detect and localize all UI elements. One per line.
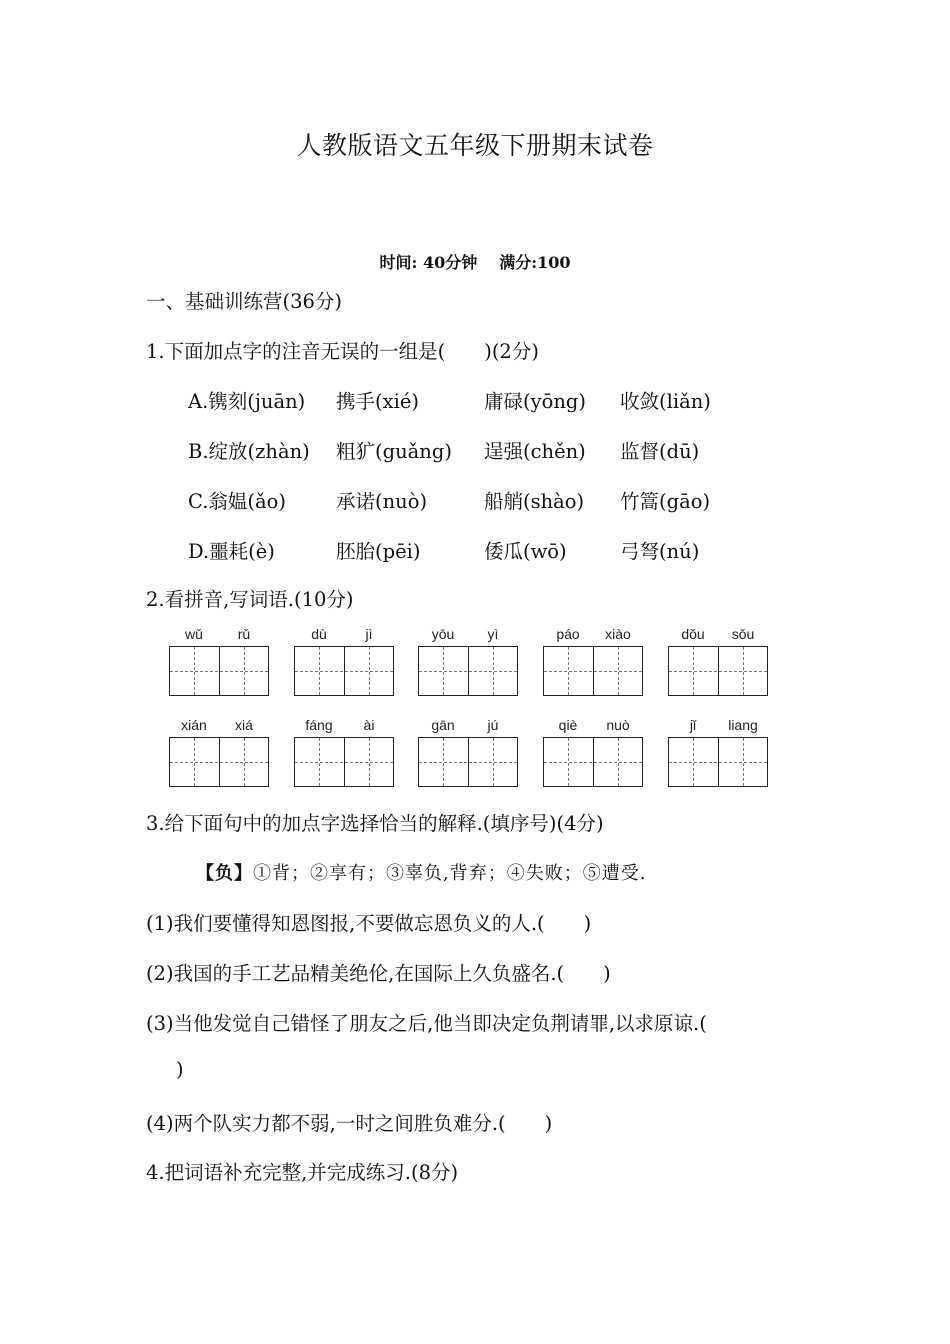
pinyin-label xyxy=(668,717,768,737)
q1-option-0-0: A.镌刻(juān) xyxy=(188,390,306,413)
pinyin-syllable: yì xyxy=(487,626,499,642)
writing-box[interactable] xyxy=(668,737,768,787)
pinyin-syllable: jú xyxy=(487,717,499,733)
q3-item-3-close: ) xyxy=(176,1058,184,1081)
pinyin-syllable: xián xyxy=(181,717,207,733)
q1-option-2-1: 承诺(nuò) xyxy=(336,490,428,513)
question-3-stem: 3.给下面句中的加点字选择恰当的解释.(填序号)(4分) xyxy=(146,812,604,835)
definition-line xyxy=(196,859,646,885)
question-4-stem: 4.把词语补充完整,并完成练习.(8分) xyxy=(146,1161,459,1184)
pinyin-label xyxy=(418,717,518,737)
q1-option-3-2: 倭瓜(wō) xyxy=(484,540,567,563)
writing-box[interactable] xyxy=(169,737,269,787)
writing-box[interactable] xyxy=(294,737,394,787)
pinyin-label xyxy=(169,626,269,646)
q1-option-0-1: 携手(xié) xyxy=(336,390,419,413)
pinyin-syllable: nuò xyxy=(606,717,630,733)
q1-option-1-0: B.绽放(zhàn) xyxy=(188,440,310,463)
q1-option-2-2: 船艄(shào) xyxy=(484,490,585,513)
q3-item-1: (1)我们要懂得知恩图报,不要做忘恩负义的人.( ) xyxy=(146,912,592,935)
question-2-stem: 2.看拼音,写词语.(10分) xyxy=(146,588,354,611)
pinyin-label xyxy=(543,717,643,737)
pinyin-syllable: liang xyxy=(728,717,758,733)
pinyin-syllable: jǐ xyxy=(689,717,697,733)
pinyin-label xyxy=(294,626,394,646)
pinyin-syllable: xiào xyxy=(605,626,631,642)
pinyin-syllable: xiá xyxy=(235,717,253,733)
pinyin-syllable: gān xyxy=(431,717,455,733)
q1-option-1-1: 粗犷(guǎng) xyxy=(336,440,452,463)
question-1-stem: 1.下面加点字的注音无误的一组是( )(2分) xyxy=(146,340,539,363)
writing-box[interactable] xyxy=(169,646,269,696)
pinyin-syllable: jì xyxy=(365,626,373,642)
pinyin-syllable: dǒu xyxy=(681,626,705,642)
exam-meta xyxy=(0,250,950,273)
exam-time: 时间: 40分钟 xyxy=(379,253,478,272)
writing-box[interactable] xyxy=(543,737,643,787)
pinyin-label xyxy=(294,717,394,737)
pinyin-syllable: dù xyxy=(311,626,327,642)
q3-item-4: (4)两个队实力都不弱,一时之间胜负难分.( ) xyxy=(146,1112,553,1135)
q1-option-2-3: 竹篙(gāo) xyxy=(620,490,711,513)
writing-box[interactable] xyxy=(418,737,518,787)
pinyin-label xyxy=(543,626,643,646)
q1-option-1-3: 监督(dū) xyxy=(620,440,700,463)
q1-option-3-0: D.噩耗(è) xyxy=(188,540,275,563)
pinyin-syllable: fáng xyxy=(305,717,333,733)
pinyin-syllable: yōu xyxy=(431,626,455,642)
pinyin-label xyxy=(418,626,518,646)
pinyin-syllable: sǒu xyxy=(731,626,755,642)
q1-option-3-3: 弓弩(nú) xyxy=(620,540,700,563)
q3-item-2: (2)我国的手工艺品精美绝伦,在国际上久负盛名.( ) xyxy=(146,962,611,985)
q1-option-0-2: 庸碌(yōng) xyxy=(484,390,587,413)
pinyin-syllable: ài xyxy=(363,717,375,733)
pinyin-syllable: rǔ xyxy=(237,626,251,642)
section-heading: 一、基础训练营(36分) xyxy=(146,290,343,313)
q1-option-2-0: C.翁媪(ǎo) xyxy=(188,490,287,513)
q3-item-3: (3)当他发觉自己错怪了朋友之后,他当即决定负荆请罪,以求原谅.( xyxy=(146,1012,707,1035)
pinyin-syllable: qiè xyxy=(558,717,578,733)
q1-option-1-2: 逞强(chěn) xyxy=(484,440,586,463)
exam-score: 满分:100 xyxy=(499,253,571,272)
pinyin-label xyxy=(668,626,768,646)
definition-label: 【负】 xyxy=(196,863,253,884)
definition-text: ①背；②享有；③辜负,背弃；④失败；⑤遭受. xyxy=(253,863,647,884)
page-title: 人教版语文五年级下册期末试卷 xyxy=(296,131,654,160)
q1-option-0-3: 收敛(liǎn) xyxy=(620,390,711,413)
q1-option-3-1: 胚胎(pēi) xyxy=(336,540,421,563)
writing-box[interactable] xyxy=(543,646,643,696)
writing-box[interactable] xyxy=(294,646,394,696)
pinyin-syllable: páo xyxy=(556,626,580,642)
writing-box[interactable] xyxy=(418,646,518,696)
writing-box[interactable] xyxy=(668,646,768,696)
pinyin-syllable: wǔ xyxy=(185,626,203,642)
pinyin-label xyxy=(169,717,269,737)
